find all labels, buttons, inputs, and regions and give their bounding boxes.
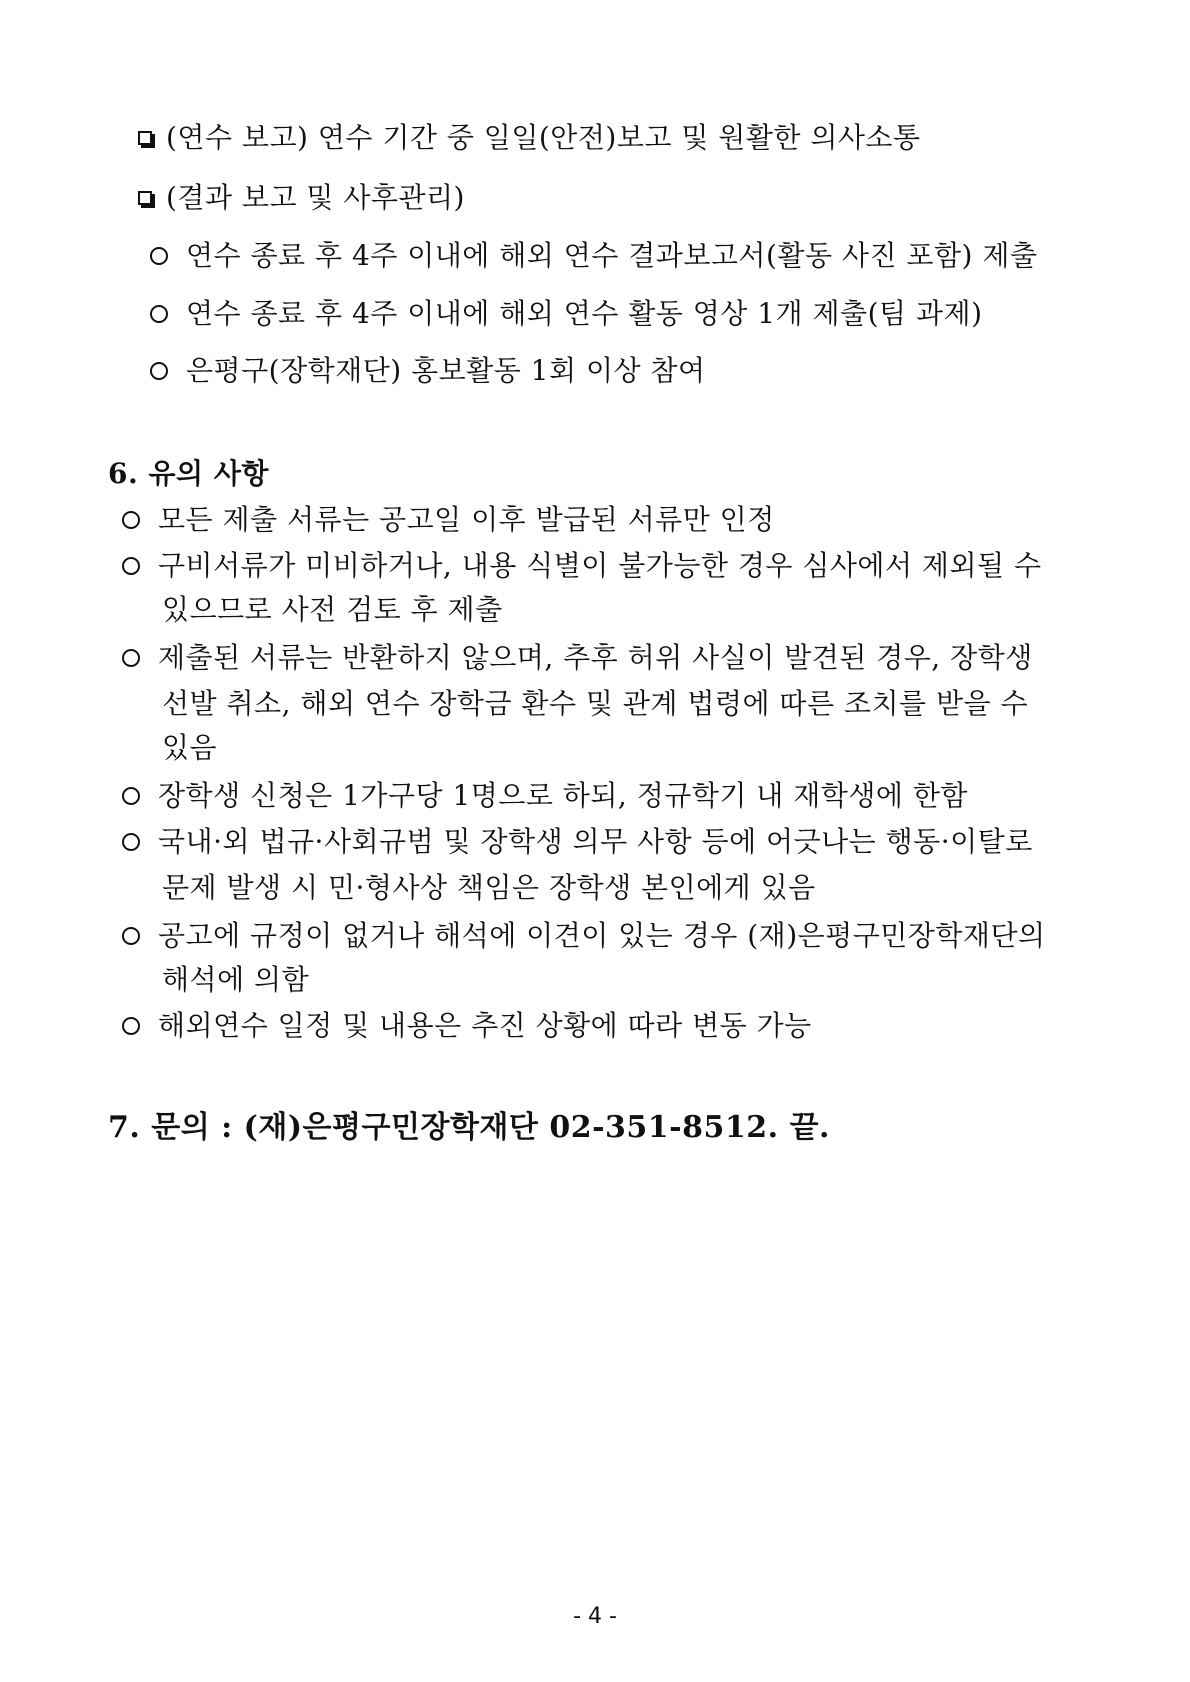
notice-item xyxy=(122,778,968,814)
square-bullet-icon xyxy=(138,131,152,145)
notice-item-continuation: 선발 취소, 해외 연수 장학금 환수 및 관계 법령에 따른 조치를 받을 수 xyxy=(162,687,1029,720)
result-item xyxy=(150,353,706,389)
square-bullet-icon xyxy=(138,191,152,205)
circle-bullet-icon xyxy=(150,362,168,380)
circle-bullet-icon xyxy=(122,833,140,851)
contact-line: 7. 문의 : (재)은평구민장학재단 02-351-8512. 끝. xyxy=(108,1110,830,1145)
result-report-heading-text: (결과 보고 및 사후관리) xyxy=(166,181,465,214)
notice-item-text: 공고에 규정이 없거나 해석에 이견이 있는 경우 (재)은평구민장학재단의 xyxy=(158,919,1046,952)
result-item xyxy=(150,296,983,332)
page-number: - 4 - xyxy=(573,1604,617,1629)
notice-item xyxy=(122,640,1033,676)
training-report-item xyxy=(138,120,921,156)
result-item xyxy=(150,238,1037,274)
circle-bullet-icon xyxy=(122,927,140,945)
notice-item-text: 국내·외 법규·사회규범 및 장학생 의무 사항 등에 어긋나는 행동·이탈로 xyxy=(158,825,1033,858)
notice-item-text: 모든 제출 서류는 공고일 이후 발급된 서류만 인정 xyxy=(158,503,775,536)
circle-bullet-icon xyxy=(122,649,140,667)
notice-item-continuation: 해석에 의함 xyxy=(162,963,310,996)
section6-heading: 6. 유의 사항 xyxy=(108,457,269,490)
notice-item-text: 제출된 서류는 반환하지 않으며, 추후 허위 사실이 발견된 경우, 장학생 xyxy=(158,641,1033,674)
notice-item-continuation: 있음 xyxy=(162,731,218,764)
notice-item-continuation: 문제 발생 시 민·형사상 책임은 장학생 본인에게 있음 xyxy=(162,871,816,904)
notice-item-text: 구비서류가 미비하거나, 내용 식별이 불가능한 경우 심사에서 제외될 수 xyxy=(158,549,1042,582)
notice-item xyxy=(122,824,1033,860)
notice-item xyxy=(122,1008,812,1044)
notice-item xyxy=(122,918,1046,954)
result-item-text: 연수 종료 후 4주 이내에 해외 연수 활동 영상 1개 제출(팀 과제) xyxy=(186,297,983,330)
circle-bullet-icon xyxy=(122,787,140,805)
notice-item-text: 해외연수 일정 및 내용은 추진 상황에 따라 변동 가능 xyxy=(158,1009,812,1042)
circle-bullet-icon xyxy=(150,305,168,323)
notice-item-text: 장학생 신청은 1가구당 1명으로 하되, 정규학기 내 재학생에 한함 xyxy=(158,779,968,812)
notice-item-continuation: 있으므로 사전 검토 후 제출 xyxy=(162,593,503,626)
result-item-text: 연수 종료 후 4주 이내에 해외 연수 결과보고서(활동 사진 포함) 제출 xyxy=(186,239,1038,272)
circle-bullet-icon xyxy=(122,557,140,575)
result-report-heading xyxy=(138,180,465,216)
circle-bullet-icon xyxy=(122,1017,140,1035)
notice-item xyxy=(122,502,775,538)
training-report-text: (연수 보고) 연수 기간 중 일일(안전)보고 및 원활한 의사소통 xyxy=(166,121,921,154)
result-item-text: 은평구(장학재단) 홍보활동 1회 이상 참여 xyxy=(186,354,706,387)
circle-bullet-icon xyxy=(150,247,168,265)
circle-bullet-icon xyxy=(122,511,140,529)
notice-item xyxy=(122,548,1042,584)
